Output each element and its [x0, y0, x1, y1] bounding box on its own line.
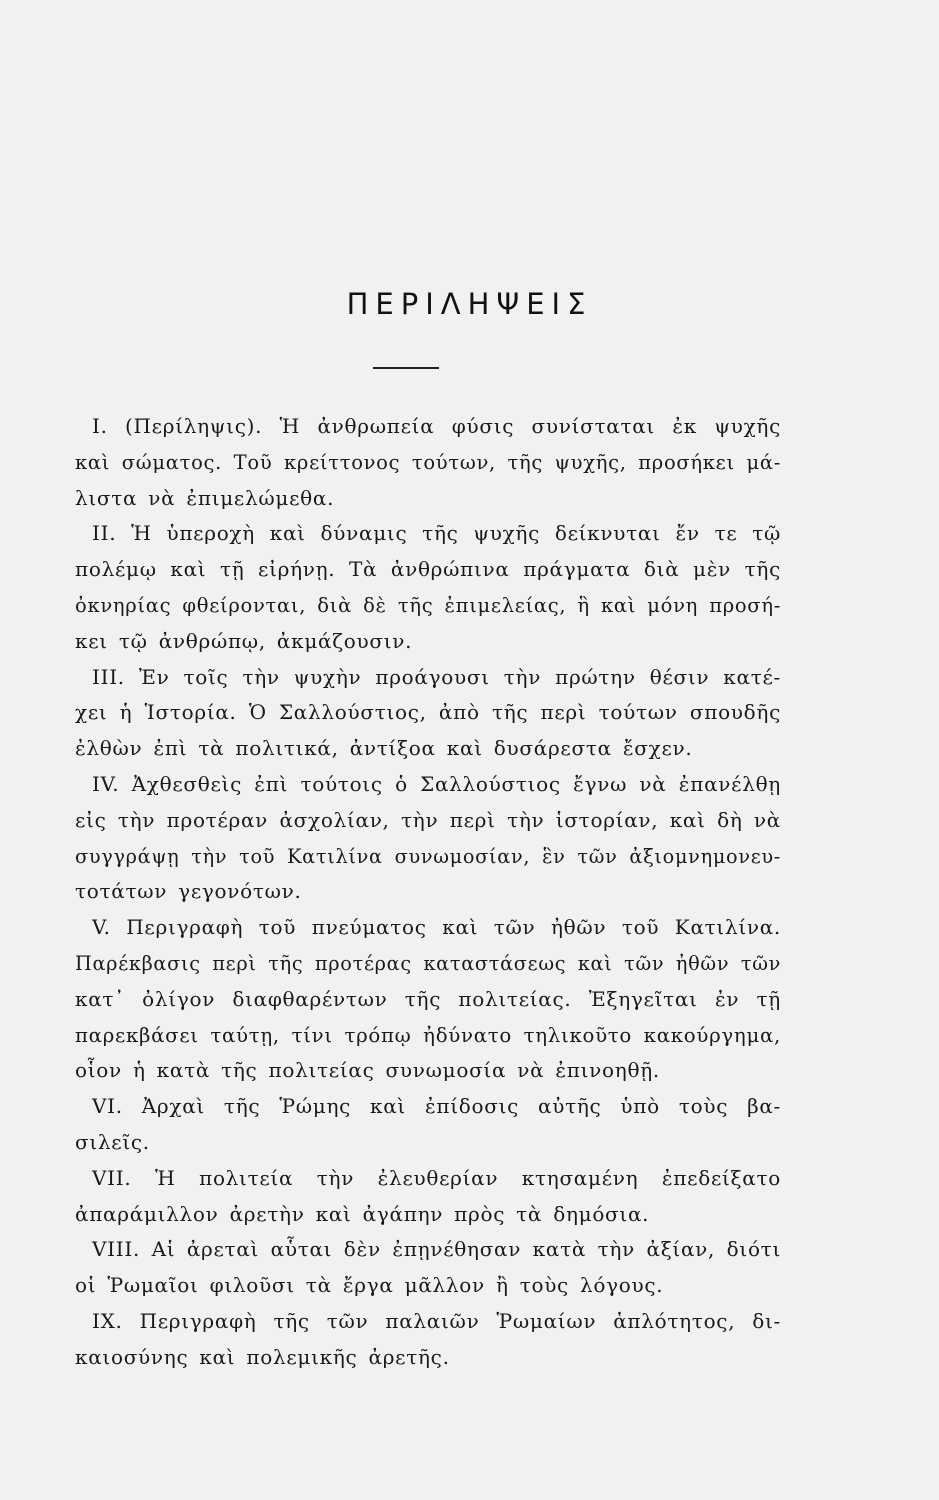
- text-line: κει τῷ ἀνθρώπῳ, ἀκμάζουσιν.: [75, 628, 413, 653]
- text-line: VIII. Αἱ ἀρεταὶ αὗται δὲν ἐπῃνέθησαν κατὰ τὴν ἀξίαν, διότι: [92, 1237, 781, 1262]
- text-line: ὀκνηρίας φθείρονται, διὰ δὲ τῆς ἐπιμελείας, ἣ καὶ μόνη προσή-: [75, 593, 781, 617]
- text-line: καιοσύνης καὶ πολεμικῆς ἀρετῆς.: [75, 1344, 450, 1369]
- text-line: οἷον ἡ κατὰ τῆς πολιτείας συνωμοσία νὰ ἐπινοηθῇ.: [75, 1058, 660, 1083]
- summaries-text: [75, 409, 781, 1376]
- text-line: VI. Ἀρχαὶ τῆς Ῥώμης καὶ ἐπίδοσις αὐτῆς ὑπὸ τοὺς βα-: [92, 1094, 781, 1119]
- text-line: VII. Ἡ πολιτεία τὴν ἐλευθερίαν κτησαμένη ἐπεδείξατο: [92, 1165, 781, 1190]
- text-line: III. Ἐν τοῖς τὴν ψυχὴν προάγουσι τὴν πρώτην θέσιν κατέ-: [92, 664, 781, 689]
- text-line: πολέμῳ καὶ τῇ εἰρήνῃ. Τὰ ἀνθρώπινα πράγματα διὰ μὲν τῆς: [75, 557, 781, 582]
- text-line: Παρέκβασις περὶ τῆς προτέρας καταστάσεως καὶ τῶν ἠθῶν τῶν: [75, 951, 781, 975]
- page-title: ΠΕΡΙΛΗΨΕΙΣ: [346, 287, 593, 321]
- text-line: V. Περιγραφὴ τοῦ πνεύματος καὶ τῶν ἠθῶν τοῦ Κατιλίνα.: [92, 915, 781, 940]
- text-line: ἐλθὼν ἐπὶ τὰ πολιτικά, ἀντίξοα καὶ δυσάρεστα ἔσχεν.: [75, 736, 693, 761]
- text-line: II. Ἡ ὑπεροχὴ καὶ δύναμις τῆς ψυχῆς δείκνυται ἔν τε τῷ: [92, 521, 781, 546]
- text-line: σιλεῖς.: [75, 1129, 150, 1154]
- text-line: οἱ Ῥωμαῖοι φιλοῦσι τὰ ἔργα μᾶλλον ἢ τοὺς λόγους.: [75, 1273, 664, 1298]
- text-line: παρεκβάσει ταύτῃ, τίνι τρόπῳ ἠδύνατο τηλικοῦτο κακούργημα,: [75, 1023, 781, 1047]
- text-line: εἰς τὴν προτέραν ἀσχολίαν, τὴν περὶ τὴν ἱστορίαν, καὶ δὴ νὰ: [75, 807, 781, 832]
- text-line: καὶ σώματος. Τοῦ κρείττονος τούτων, τῆς ψυχῆς, προσήκει μά-: [75, 450, 781, 474]
- text-line: IV. Ἀχθεσθεὶς ἐπὶ τούτοις ὁ Σαλλούστιος ἔγνω νὰ ἐπανέλθῃ: [92, 771, 781, 796]
- title-divider: [373, 367, 439, 369]
- text-line: συγγράψῃ τὴν τοῦ Κατιλίνα συνωμοσίαν, ἓν τῶν ἀξιομνημονευ-: [75, 844, 781, 868]
- text-line: χει ἡ Ἱστορία. Ὁ Σαλλούστιος, ἀπὸ τῆς περὶ τούτων σπουδῆς: [75, 700, 781, 725]
- text-line: λιστα νὰ ἐπιμελώμεθα.: [75, 485, 335, 510]
- text-line: κατ᾽ ὀλίγον διαφθαρέντων τῆς πολιτείας. Ἐξηγεῖται ἐν τῇ: [75, 986, 781, 1011]
- text-line: ἀπαράμιλλον ἀρετὴν καὶ ἀγάπην πρὸς τὰ δημόσια.: [75, 1201, 650, 1226]
- text-line: I. (Περίληψις). Ἡ ἀνθρωπεία φύσις συνίσταται ἐκ ψυχῆς: [92, 414, 781, 438]
- text-line: IX. Περιγραφὴ τῆς τῶν παλαιῶν Ῥωμαίων ἁπλότητος, δι-: [92, 1308, 781, 1333]
- text-line: τοτάτων γεγονότων.: [75, 879, 302, 904]
